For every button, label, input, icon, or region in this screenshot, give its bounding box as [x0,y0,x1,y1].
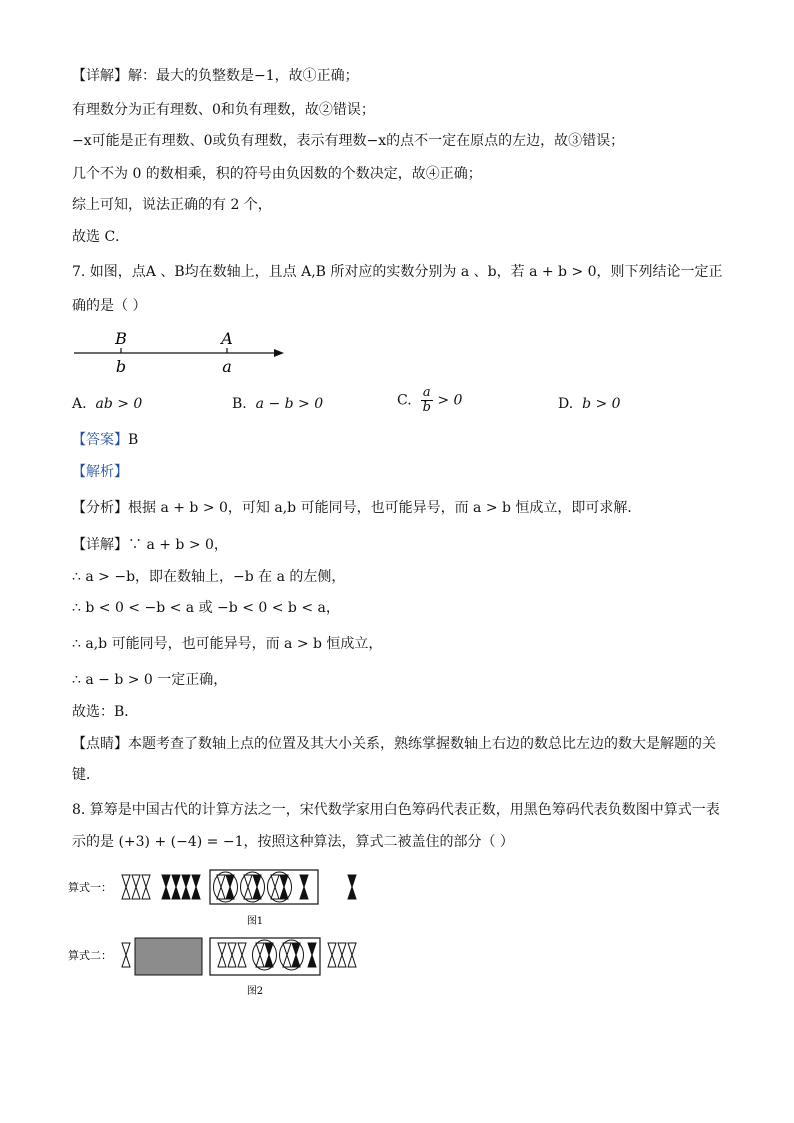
option-C-fraction [421,386,433,415]
analysis-line [72,462,128,482]
option-A-expr: ab > 0 [95,396,143,412]
number-line-arrow [274,349,284,357]
number-line-figure [72,326,292,378]
q6-detail-line-1 [72,66,359,86]
q6-detail-line-2: 有理数分为正有理数、0和负有理数，故②错误； [72,102,375,118]
option-C-denominator: b [422,400,431,415]
q7-detail-line-5: ∴ a − b > 0 一定正确， [72,672,228,688]
q7-detail-tag: 【详解】 [72,537,128,553]
covered-part [135,938,202,975]
fenxi-tag: 【分析】 [72,500,128,516]
fig2-caption: 图2 [246,986,264,997]
q7-stem-line-2: 确的是（ ） [72,298,147,314]
option-D-expr: b > 0 [582,396,621,412]
row1-label: 算式一： [68,881,112,894]
answer-line [72,430,138,450]
answer-value: B [128,432,139,448]
row2-trailing-white-rods [328,943,356,967]
option-C-tail: > 0 [437,392,463,409]
q7-detail-line-6: 故选：B． [72,704,139,720]
option-C-letter: C. [397,392,412,409]
point-label-A: A [221,329,233,348]
q6-detail-line-5: 综上可知，说法正确的有 2 个， [72,197,272,213]
dianjing-line-1 [72,734,716,754]
point-label-B: B [115,329,127,348]
q6-detail-text-1: 解：最大的负整数是−1，故①正确； [128,68,359,84]
option-B [232,394,323,414]
dianjing-line-2: 键． [72,767,100,783]
q8-stem-line-1: 8. 算筹是中国古代的计算方法之一，宋代数学家用白色筹码代表正数，用黑色筹码代表负数图中算式一表 [72,802,720,818]
q8-stem-line-2: 示的是 (+3) + (−4) = −1，按照这种算法，算式二被盖住的部分（ ） [72,834,514,850]
option-A [72,394,142,414]
row1-black-rods [162,875,200,899]
value-label-b: b [115,357,127,376]
fenxi-text: 根据 a + b > 0，可知 a,b 可能同号，也可能异号，而 a > b 恒成立，即可求解． [128,500,642,516]
option-D-letter: D. [558,396,574,412]
q7-detail-line-3: ∴ b < 0 < −b < a 或 −b < 0 < b < a， [72,600,340,616]
q7-detail-line-1 [72,535,228,555]
counting-rods-figure [68,862,378,1002]
option-C [397,386,462,415]
q6-detail-line-3: −x可能是正有理数、0或负有理数，表示有理数−x的点不一定在原点的左边，故③错误； [72,133,625,149]
value-label-a: a [222,357,232,376]
q6-detail-line-6: 故选 C． [72,229,130,245]
fenxi-line [72,498,641,518]
option-B-expr: a − b > 0 [255,396,324,412]
dianjing-tag: 【点睛】 [72,736,128,752]
answer-tag: 【答案】 [72,432,128,448]
fig1-caption: 图1 [246,916,264,927]
q7-detail-line-4: ∴ a,b 可能同号，也可能异号，而 a > b 恒成立， [72,636,383,652]
row2-white-rod [122,943,130,967]
row2-label: 算式二： [68,949,112,962]
detail-tag: 【详解】 [72,68,128,84]
analysis-tag: 【解析】 [72,464,128,480]
q7-detail-line-2: ∴ a > −b，即在数轴上，−b 在 a 的左侧， [72,569,346,585]
option-B-letter: B. [232,396,247,412]
option-A-letter: A. [72,396,87,412]
row1-cancel-circles [214,872,292,902]
option-C-numerator: a [421,386,433,401]
row1-white-rods [122,875,150,899]
q6-detail-line-4: 几个不为 0 的数相乘，积的符号由负因数的个数决定，故④正确； [72,166,482,182]
row1-answer-rod [348,875,356,899]
dianjing-text-1: 本题考查了数轴上点的位置及其大小关系，熟练掌握数轴上右边的数总比左边的数大是解题的关 [128,736,716,752]
q7-stem-line-1: 7. 如图，点A 、B均在数轴上，且点 A,B 所对应的实数分别为 a 、b，若 a + b > 0，则下列结论一定正 [72,264,723,280]
q7-detail-text-1: ∵ a + b > 0， [128,537,228,553]
option-D [558,394,621,414]
